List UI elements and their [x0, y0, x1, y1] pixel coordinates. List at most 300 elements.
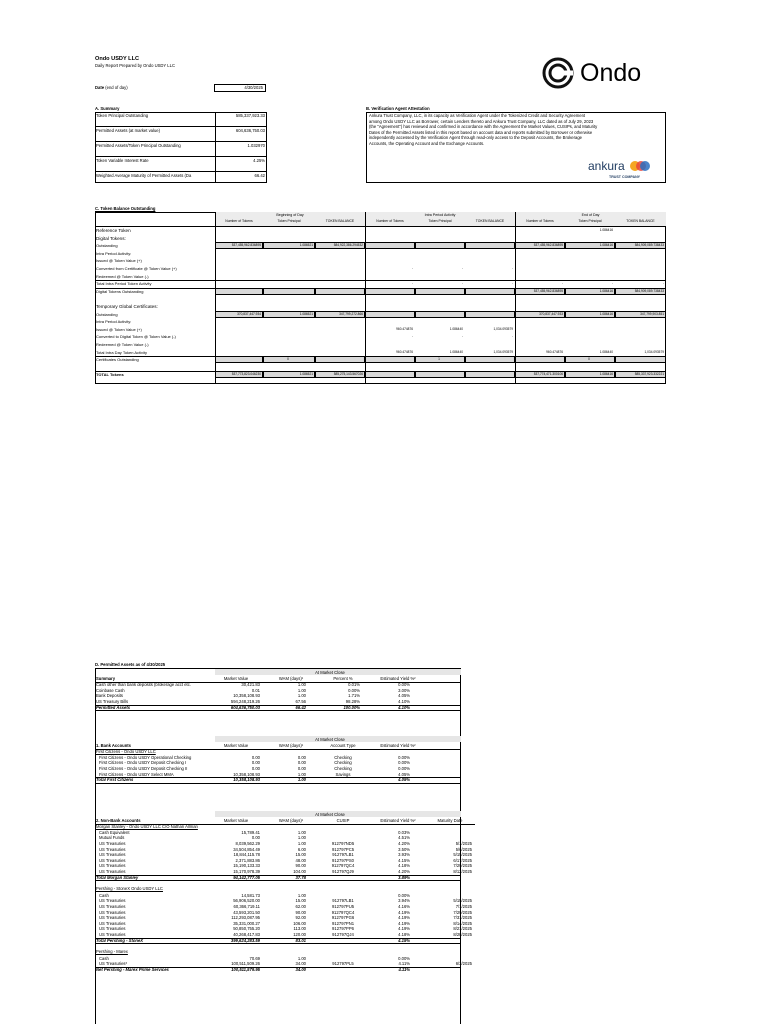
data-cell: Cash — [99, 955, 109, 961]
token-col-header: Number of Tokens — [376, 219, 404, 223]
token-value: - — [611, 281, 613, 286]
token-value: - — [561, 281, 563, 286]
table-header: 1. Bank Accounts — [96, 743, 131, 748]
data-cell: 0.00 — [251, 835, 260, 841]
total-divider — [95, 783, 461, 784]
data-cell: 0.00% — [398, 892, 410, 898]
data-cell: 14,581.73 — [241, 892, 260, 898]
data-cell: 4.18% — [398, 931, 410, 937]
total-cell: 34.00 — [295, 966, 306, 972]
total-cell: Net Pershing - Marex Prime Services — [96, 966, 169, 972]
attestation-text: Ankura Trust Company, LLC, in its capacity as Verification Agent under the Tokenized Credit and Security Agreement among Ondo USDY LLC as Borrower, certain Lenders thereto and Ankura Trust Company, LLC dated as of July 29, 2023 (the "Agreement") has reviewed and confirmed in accordance with the Agreement the Market Values, CUSIPs, and Maturity Dates of the Permitted Assets listed in this report based on account data and reports submitted by Borrower or otherwise independently accessed by the Verification Agent through read-only access to the Deposit Accounts, the Brokerage Accounts, the Operating Account and the Exchange Accounts. — [369, 113, 598, 146]
data-cell: 4.51% — [398, 835, 410, 841]
data-cell: 67.56 — [295, 698, 306, 704]
data-cell: 56,906,520.00 — [233, 898, 260, 904]
summary-value: 604,636,750.03 — [235, 128, 265, 133]
summary-label: Token Principal Outstanding — [96, 113, 149, 118]
table-header: Market Value — [223, 743, 249, 748]
data-cell: Cash Equivalent — [99, 829, 130, 835]
token-value: 1.086416 — [599, 243, 613, 248]
token-row-label: Issued @ Token Value (+) — [96, 258, 142, 264]
data-cell: 15,170,978.39 — [233, 868, 260, 874]
total-cell: Permitted Assets — [96, 704, 131, 710]
marex-group-name: Pershing - Marex — [96, 949, 128, 955]
data-cell: 0.00% — [398, 760, 410, 766]
total-cell: 3.89% — [398, 874, 410, 880]
row-divider — [95, 288, 666, 289]
token-row-label: Redeemed @ Token Value (-) — [96, 342, 149, 347]
token-row-label: Intra Period Activity: — [96, 250, 132, 256]
data-cell: 3.93% — [398, 852, 410, 858]
data-cell: 40,268,417.83 — [233, 931, 260, 937]
value-cell-border — [315, 288, 365, 295]
row-divider — [95, 371, 666, 372]
token-col-header: Token Principal — [428, 219, 452, 223]
data-cell: 0.00 — [297, 765, 306, 771]
value-cell-border — [365, 356, 415, 363]
data-cell: 6/17/2025 — [453, 857, 472, 863]
data-cell: 4.18% — [398, 863, 410, 869]
summary-label: Permitted Assets/Token Principal Outstanding — [96, 143, 181, 148]
value-cell-border — [365, 371, 415, 378]
token-value: - — [461, 281, 463, 286]
token-value: 1,034.093579 — [493, 326, 513, 331]
table-header: Maturity Date — [437, 818, 463, 823]
data-cell: US Treasuries — [99, 863, 126, 869]
value-cell-border — [465, 311, 515, 318]
data-cell: 912797PC5 — [331, 846, 355, 852]
data-cell: US Treasuries — [99, 920, 126, 926]
token-value: 537,455,962.836895 — [533, 243, 563, 248]
company-name: Ondo USDY LLC — [95, 56, 140, 62]
data-cell: 7/29/2025 — [453, 863, 472, 869]
data-cell: 912797PP6 — [332, 926, 354, 932]
total-cell: 1.00 — [297, 777, 306, 783]
total-cell: 37.78 — [295, 874, 306, 880]
pershing-group-name: Pershing - StoneX Ondo USDY LLC — [96, 886, 163, 892]
token-col-header: Token Principal — [578, 219, 602, 223]
token-row-label: Total Intra Period Token Activity — [96, 281, 152, 287]
data-cell: 10,358,108.93 — [233, 693, 260, 699]
token-value: 1.086416 — [599, 228, 613, 232]
token-row-label: Certificates Outstanding — [96, 357, 139, 363]
total-divider — [95, 880, 461, 881]
summary-value: 585,337,923.33 — [235, 113, 265, 118]
section-d-title: D. Permitted Assets as of 4/30/2025 — [95, 662, 166, 667]
data-cell: US Treasuries — [99, 840, 126, 846]
data-cell: 15,190,133.33 — [233, 863, 260, 869]
data-cell: Checking — [334, 765, 352, 771]
data-cell: 90.00 — [295, 909, 306, 915]
token-group-header: End of Day — [581, 213, 600, 217]
token-value: 1,034.093579 — [493, 349, 513, 354]
data-cell: 15,789.41 — [241, 829, 260, 835]
data-cell: 912797PG6 — [331, 915, 355, 921]
token-value: 0 — [287, 357, 289, 362]
value-cell-border — [515, 356, 565, 363]
token-row-label: Reference Token — [96, 228, 131, 233]
total-cell: 94,142,777.05 — [233, 874, 260, 880]
token-col-header: Number of Tokens — [526, 219, 554, 223]
data-cell: US Treasury Bills — [96, 698, 129, 704]
data-cell: 4.15% — [398, 857, 410, 863]
token-row-label: Issued @ Token Value (+) — [96, 326, 142, 332]
data-cell: 7/1/2025 — [455, 903, 472, 909]
data-cell: First Citizens - Ondo USDY Select MMA — [99, 771, 174, 777]
data-cell: 100,511,509.26 — [231, 961, 260, 967]
data-cell: 4.16% — [398, 903, 410, 909]
data-cell: US Treasuries — [99, 857, 126, 863]
bank-group-name: First Citizens - Ondo USDY LLC — [96, 749, 156, 755]
data-cell: US Treasuries — [99, 846, 126, 852]
value-cell-border — [615, 356, 666, 363]
data-cell: 4.19% — [398, 915, 410, 921]
total-cell: 4.10% — [398, 704, 410, 710]
table-header: CUSIP — [336, 818, 350, 823]
token-value: - — [511, 281, 513, 286]
value-cell-border — [215, 356, 263, 363]
token-value: 1.086416 — [599, 372, 613, 377]
data-cell: 48.00 — [295, 857, 306, 863]
data-cell: 0.00 — [297, 754, 306, 760]
data-cell: 8/14/2025 — [453, 920, 472, 926]
value-cell-border — [415, 242, 465, 249]
ondo-logo — [540, 53, 670, 93]
data-cell: 92.00 — [295, 915, 306, 921]
data-cell: 4.19% — [398, 926, 410, 932]
data-cell: 7/29/2025 — [453, 909, 472, 915]
data-cell: 4.10% — [398, 698, 410, 704]
row-divider — [95, 156, 267, 157]
value-cell-border — [415, 371, 465, 378]
token-row-label: Digital Tokens Outstanding — [96, 288, 144, 294]
data-cell: 7/31/2025 — [453, 915, 472, 921]
token-col-header: TOKEN BALANCE — [475, 219, 505, 223]
data-cell: 4.20% — [398, 868, 410, 874]
data-cell: 10,358,108.93 — [233, 771, 260, 777]
token-value: - — [511, 334, 513, 339]
data-cell: 0.00 — [297, 760, 306, 766]
summary-value: 66.42 — [254, 173, 265, 178]
data-cell: 0.00% — [348, 687, 360, 693]
summary-label: Weighted Average Maturity of Permitted Assets (Da — [96, 173, 192, 178]
value-cell-border — [465, 288, 515, 295]
total-cell: 4.05% — [398, 777, 410, 783]
value-cell-border — [263, 288, 315, 295]
table-header: WAM (days)¹ — [278, 818, 304, 823]
row-divider — [95, 356, 666, 357]
token-value: - — [411, 334, 413, 339]
data-cell: 1.00 — [297, 682, 306, 688]
data-cell: Bank Deposits — [96, 693, 123, 699]
token-row-label: Temporary Global Certificates: — [96, 304, 158, 309]
token-value: 1.086440 — [449, 326, 463, 331]
value-cell-border — [315, 356, 365, 363]
row-divider — [95, 280, 666, 281]
token-group-header: Intra Period Activity — [424, 213, 456, 217]
total-cell: 100,511,579.95 — [231, 966, 260, 972]
data-cell: US Treasuries — [99, 909, 126, 915]
data-cell: 4.19% — [398, 920, 410, 926]
data-cell: Mutual Funds — [99, 835, 125, 841]
token-value: 537,773,823.046230 — [231, 372, 261, 377]
total-cell: 4.15% — [398, 937, 410, 943]
table-header: Estimated Yield %² — [380, 818, 416, 823]
data-cell: 8/21/2025 — [453, 926, 472, 932]
token-value: 1.086521 — [299, 311, 313, 316]
data-cell: 90.00 — [295, 863, 306, 869]
data-cell: 912797PN1 — [331, 920, 355, 926]
data-cell: 98.28% — [345, 698, 360, 704]
token-row-label: Total Intra Day Token Activity — [96, 349, 148, 355]
data-cell: 43,593,201.50 — [233, 909, 260, 915]
data-cell: 0.00% — [398, 765, 410, 771]
data-cell: 8/28/2025 — [453, 931, 472, 937]
data-cell: Checking — [334, 754, 352, 760]
data-cell: First Citizens - Ondo USDY Deposit Checking I — [99, 760, 187, 766]
data-cell: 1.00 — [297, 955, 306, 961]
data-cell: Cash — [99, 892, 109, 898]
value-cell-border — [415, 311, 465, 318]
token-value: 960.474876 — [396, 326, 413, 331]
value-cell-border — [365, 311, 415, 318]
token-value: 1.086521 — [299, 243, 313, 248]
table-header: Summary — [96, 676, 116, 681]
token-value: - — [511, 266, 513, 270]
token-col-header: Token Principal — [277, 219, 301, 223]
data-cell: 4.20% — [398, 840, 410, 846]
data-cell: 0.00% — [398, 754, 410, 760]
data-cell: 5/15/2025 — [453, 852, 472, 858]
data-cell: 34,504,854.49 — [233, 846, 260, 852]
total-divider — [95, 943, 461, 944]
token-value: 370,837,447.933 — [539, 311, 563, 316]
total-cell: Total First Citizens — [96, 777, 134, 783]
token-value: 960.474876 — [396, 349, 413, 354]
ms-group-name: Morgan Stanley - Ondo USDY LLC C/O Nathan Allman — [96, 824, 198, 830]
data-cell: 912797QC4 — [331, 909, 355, 915]
data-cell: US Treasuries — [99, 926, 126, 932]
data-cell: US Treasuries³ — [99, 961, 127, 967]
data-cell: Checking — [334, 760, 352, 766]
data-cell: 8/12/2025 — [453, 868, 472, 874]
token-value: 1,034.093579 — [644, 349, 664, 354]
data-cell: 912797LB1 — [332, 898, 354, 904]
token-value: 585,337,923.332221 — [634, 372, 664, 377]
data-cell: 60,366,719.11 — [233, 903, 260, 909]
table-header: Estimated Yield %² — [380, 743, 416, 748]
data-cell: 62.00 — [295, 903, 306, 909]
table-header: Estimated Yield %² — [380, 676, 416, 681]
data-cell: 15.00 — [295, 852, 306, 858]
value-cell-border — [465, 242, 515, 249]
token-col-header: TOKEN BALANCE — [325, 219, 355, 223]
token-value: - — [411, 281, 413, 286]
data-cell: 3.94% — [398, 898, 410, 904]
data-cell: 1.00 — [297, 687, 306, 693]
report-date: 4/30/2025 — [214, 84, 266, 92]
data-cell: 70.69 — [249, 955, 260, 961]
data-cell: US Treasuries — [99, 898, 126, 904]
data-cell: 0.00% — [398, 955, 410, 961]
token-value: - — [411, 266, 413, 270]
data-cell: 30,421.83 — [241, 682, 260, 688]
row-divider — [95, 171, 267, 172]
data-cell: 912797ND5 — [331, 840, 355, 846]
token-row-label: TOTAL Tokens — [96, 372, 124, 378]
data-cell: 5/1/2025 — [455, 840, 472, 846]
summary-value: 4.25% — [253, 158, 265, 163]
data-cell: 106.00 — [293, 920, 306, 926]
data-cell: 120.00 — [293, 931, 306, 937]
data-cell: US Treasuries — [99, 915, 126, 921]
report-subtitle: Daily Report Prepared by Ondo USDY LLC — [95, 63, 175, 68]
total-divider — [95, 710, 461, 711]
data-cell: 50,850,755.20 — [233, 926, 260, 932]
token-value: 1.086416 — [599, 311, 613, 316]
token-group-header: Beginning of Day — [276, 213, 304, 217]
data-cell: 1.00 — [297, 840, 306, 846]
data-cell: US Treasuries — [99, 852, 126, 858]
data-cell: Savings — [335, 771, 351, 777]
data-cell: 104.00 — [293, 868, 306, 874]
total-cell: 399,624,283.59 — [230, 937, 260, 943]
data-cell: 0.00 — [251, 754, 260, 760]
band-label: At Market Close — [315, 736, 345, 742]
token-value: 1.086440 — [599, 349, 613, 354]
data-cell: 912797PU5 — [331, 903, 355, 909]
data-cell: 0.03% — [398, 829, 410, 835]
row-divider — [95, 126, 267, 127]
token-col-header: TOKEN BALANCE — [626, 219, 655, 223]
data-cell: 35,331,000.27 — [233, 920, 260, 926]
section-c-title: C. Token Balance Outstanding — [95, 206, 156, 211]
data-cell: 1.00 — [297, 892, 306, 898]
data-cell: US Treasuries — [99, 903, 126, 909]
row-divider — [95, 141, 267, 142]
header-divider — [95, 226, 666, 227]
data-cell: 0.00% — [398, 682, 410, 688]
data-cell: 1.00 — [297, 771, 306, 777]
data-cell: First Citizens - Ondo USDY Operational Checking — [99, 754, 192, 760]
value-cell-border — [415, 288, 465, 295]
data-cell: 5/15/2025 — [453, 898, 472, 904]
data-cell: 6/3/2025 — [455, 961, 472, 967]
token-value: 347,799,272.866 — [339, 311, 363, 316]
data-cell: 1.71% — [348, 693, 360, 699]
data-cell: 113.00 — [293, 926, 306, 932]
data-cell: First Citizens - Ondo USDY Deposit Checking II — [99, 765, 188, 771]
data-cell: 6.00 — [297, 846, 306, 852]
data-cell: 4.19% — [398, 909, 410, 915]
token-value: - — [662, 281, 664, 286]
section-b-title: B. Verification Agent Attestation — [366, 106, 430, 111]
token-value: 1.086521 — [299, 372, 313, 377]
token-row-label: Converted to Digital Token @ Token Value (-) — [96, 334, 176, 340]
data-cell: 912797QJ4 — [332, 931, 354, 937]
data-cell: US Treasuries — [99, 931, 126, 937]
table-header: Market Value — [223, 676, 249, 681]
data-cell: 0.00 — [251, 765, 260, 771]
data-cell: 4.05% — [398, 771, 410, 777]
summary-label: Permitted Assets (at market value) — [96, 128, 160, 133]
total-cell: 83.01 — [295, 937, 306, 943]
token-row-label: Intra Period Activity: — [96, 319, 132, 325]
token-value: 584,909,089.738433 — [634, 288, 664, 293]
band-label: At Market Close — [315, 811, 345, 817]
token-row-label: Converted from Certificate @ Token Value (+) — [96, 266, 177, 271]
total-cell: 4.11% — [398, 966, 410, 972]
table-header: WAM (days)¹ — [278, 676, 304, 681]
data-cell: US Treasuries — [99, 868, 126, 874]
section-a-title: A. Summary — [95, 106, 120, 111]
token-row-label: Outstanding — [96, 311, 118, 317]
data-cell: 8,039,562.29 — [235, 840, 260, 846]
date-label: Date (end of day) — [95, 85, 128, 90]
value-cell-border — [365, 288, 415, 295]
total-cell: 100.00% — [343, 704, 360, 710]
value-cell-border — [465, 356, 515, 363]
data-cell: 4.05% — [398, 693, 410, 699]
summary-label: Token Variable Interest Rate — [96, 158, 149, 163]
token-value: - — [461, 334, 463, 339]
data-cell: 912797PL5 — [332, 961, 354, 967]
value-cell-border — [365, 242, 415, 249]
token-value: 960.474876 — [546, 349, 563, 354]
data-cell: 0.00 — [251, 760, 260, 766]
data-cell: 1.00 — [297, 829, 306, 835]
data-cell: 5/6/2025 — [455, 846, 472, 852]
data-cell: 2,371,883.86 — [235, 857, 260, 863]
data-cell: 0.01% — [348, 682, 360, 688]
table-header: Account Type — [330, 743, 356, 748]
data-cell: 4.11% — [398, 961, 410, 967]
data-cell: 18,844,115.78 — [233, 852, 260, 858]
token-row-label: Outstanding — [96, 243, 118, 249]
total-cell: 66.42 — [295, 704, 306, 710]
token-value: 584,909,089.738433 — [634, 243, 664, 248]
token-value: - — [461, 266, 463, 270]
token-value: 1.086416 — [599, 288, 613, 293]
value-cell-border — [215, 288, 263, 295]
total-cell: 604,636,750.03 — [230, 704, 260, 710]
data-cell: 912797PS0 — [332, 857, 354, 863]
summary-value: 1.032970 — [247, 143, 265, 148]
data-cell: 15.00 — [295, 898, 306, 904]
ankura-logo: ankura TRUST COMPANY — [588, 157, 651, 179]
token-value: 1.086440 — [449, 349, 463, 354]
value-cell-border — [465, 371, 515, 378]
ondo-logo-text: Ondo — [580, 59, 642, 87]
table-header: Percent % — [333, 676, 353, 681]
total-cell: 10,358,108.93 — [233, 777, 260, 783]
token-col-header: Number of Tokens — [225, 219, 253, 223]
token-value: 0 — [588, 357, 590, 362]
data-cell: 3.50% — [398, 846, 410, 852]
token-value: 584,922,386.294532 — [333, 243, 363, 248]
total-cell: Total Pershing - StoneX — [96, 937, 144, 943]
token-value: 585,275,143.567026 — [333, 372, 363, 377]
data-cell: 912797QJ9 — [332, 868, 354, 874]
band-label: At Market Close — [315, 669, 345, 675]
token-row-label: Digital Tokens: — [96, 235, 126, 241]
total-cell: Total Morgan Stanley — [96, 874, 139, 880]
data-cell: 3.00% — [398, 687, 410, 693]
data-cell: 112,293,087.95 — [231, 915, 260, 921]
table-header: Market Value — [223, 818, 249, 823]
token-value: 537,455,962.836895 — [533, 288, 563, 293]
data-cell: 1.00 — [297, 693, 306, 699]
